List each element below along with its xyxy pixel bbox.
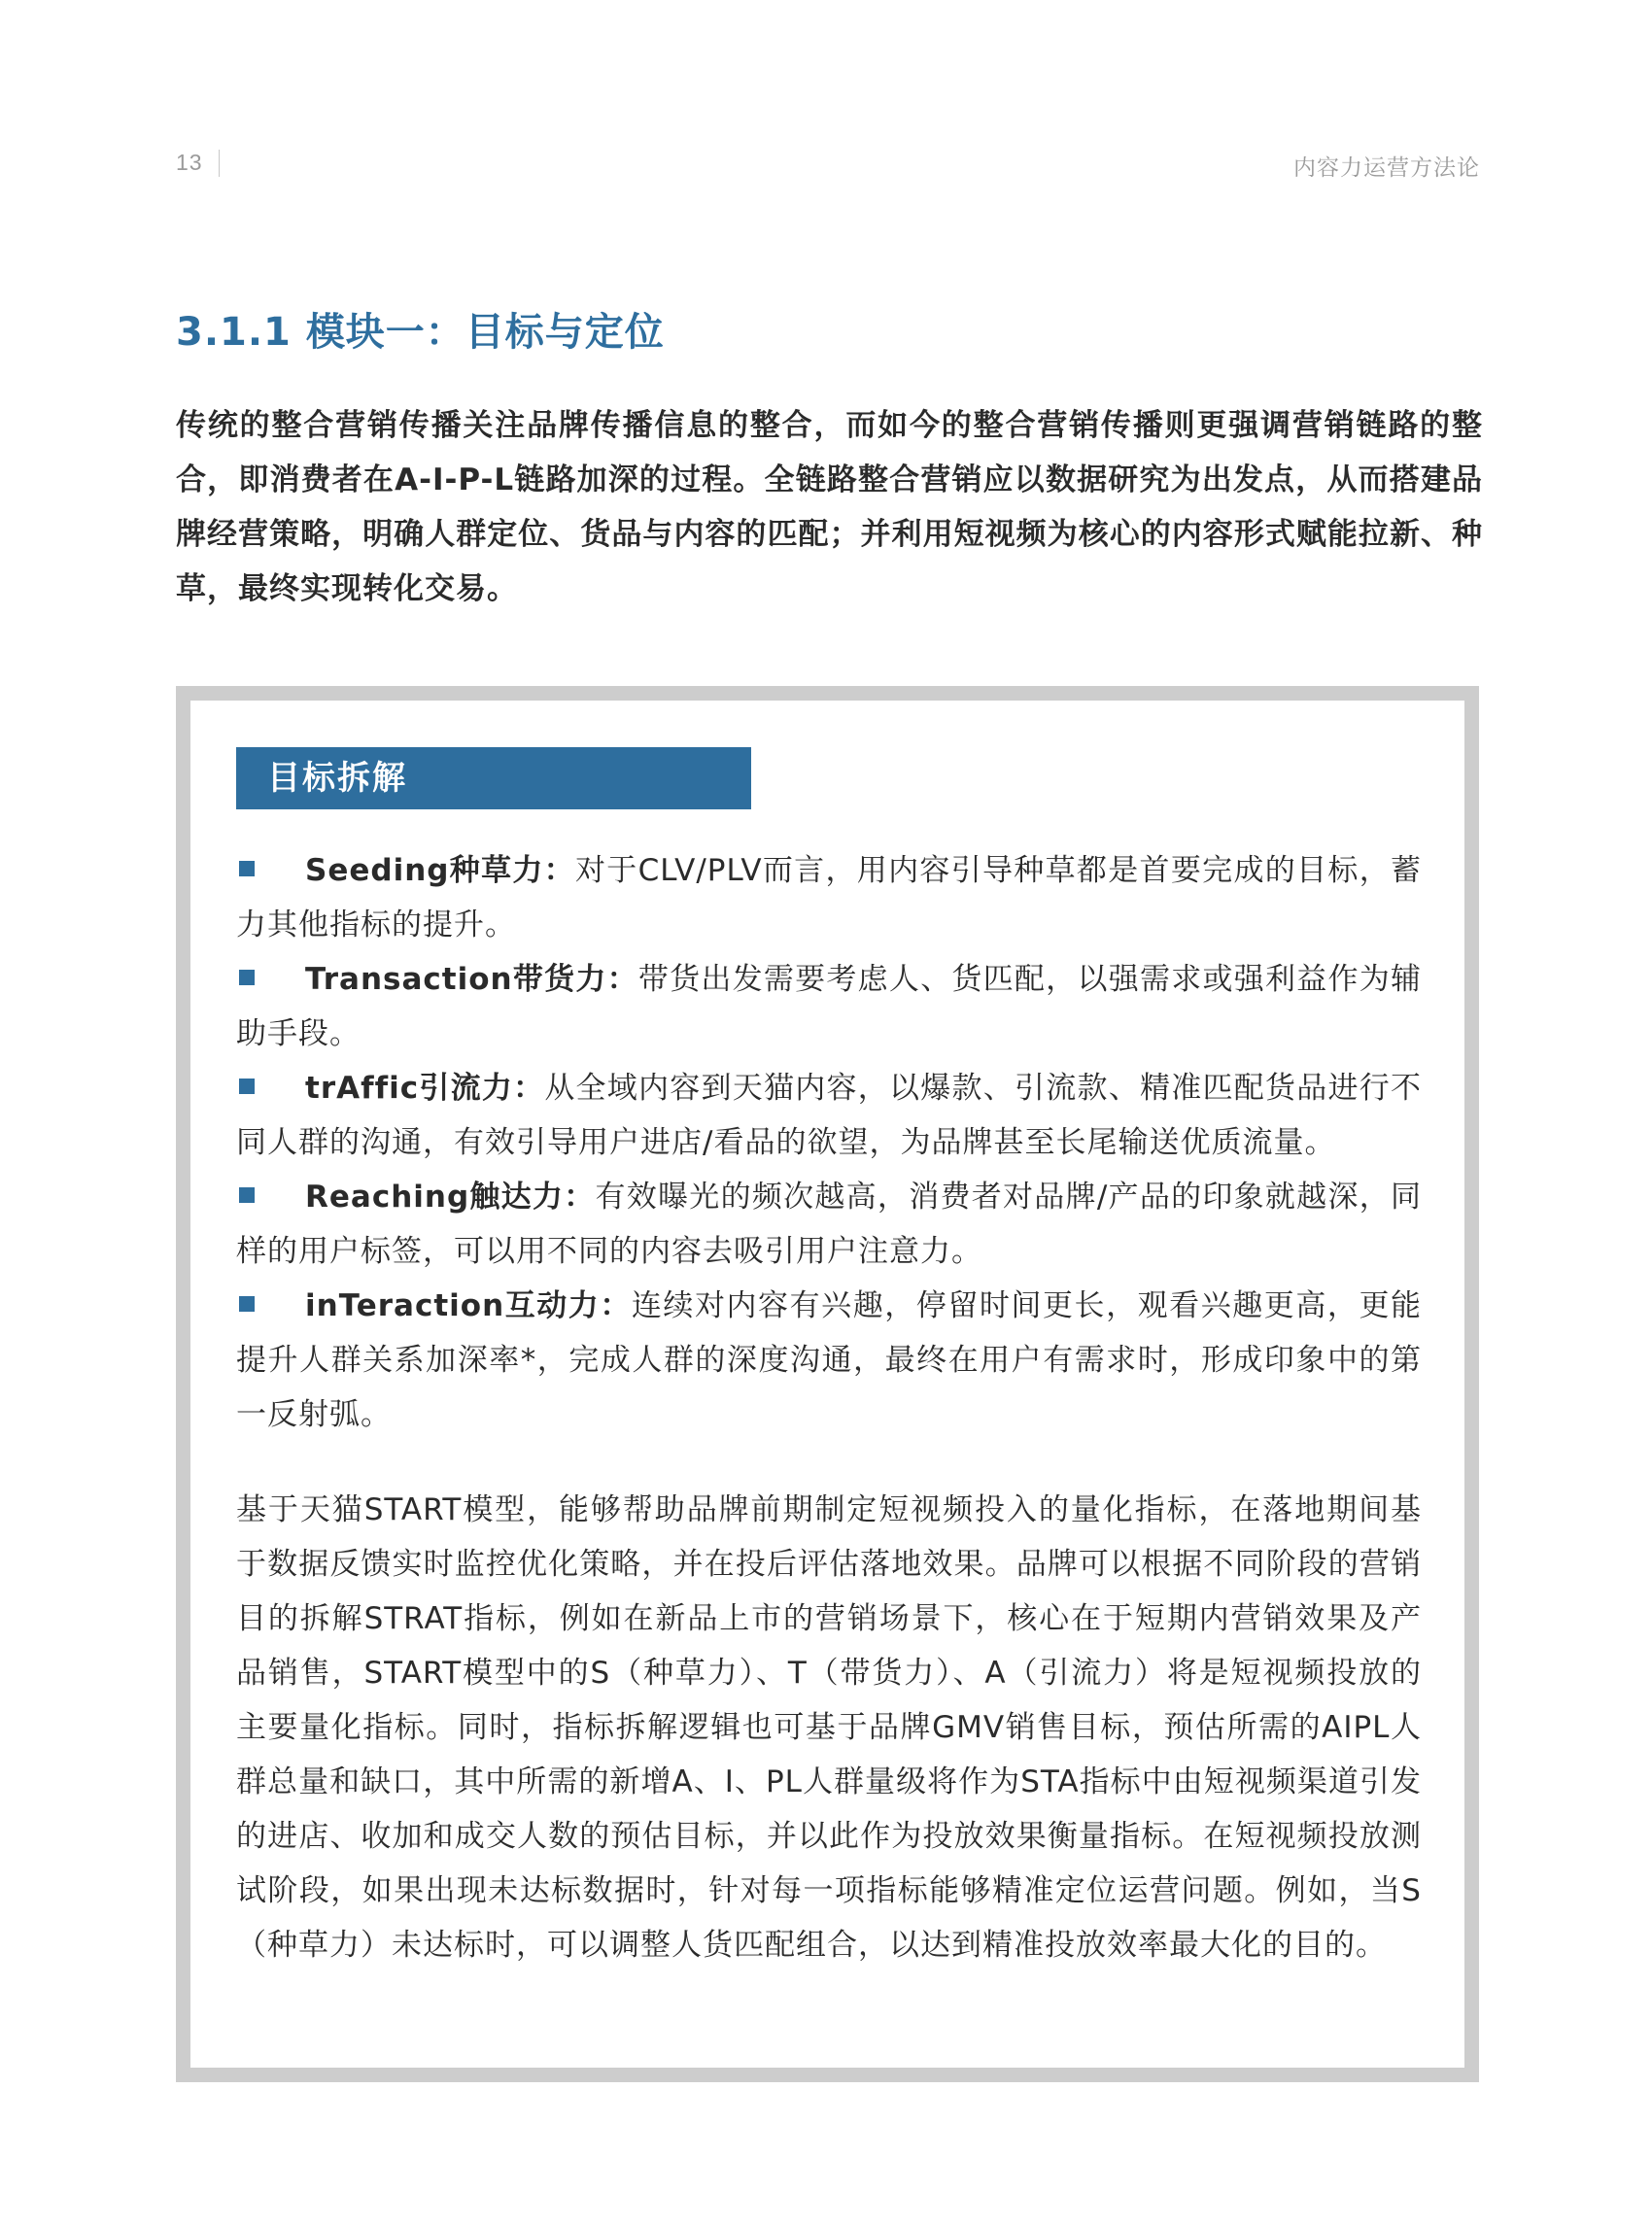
page-number: 13 (176, 150, 203, 175)
square-bullet-icon (239, 861, 255, 876)
bullet-term: Reaching触达力： (305, 1180, 596, 1215)
bullet-item-transaction (236, 952, 1422, 1061)
bullet-term: inTeraction互动力： (305, 1288, 632, 1323)
start-model-paragraph: 基于天猫START模型，能够帮助品牌前期制定短视频投入的量化指标，在落地期间基于数据反馈实时监控优化策略，并在投后评估落地效果。品牌可以根据不同阶段的营销目的拆解STRAT指标，例如在新品上市的营销场景下，核心在于短期内营销效果及产品销售，START模型中的S（种草力）、T（带货力）、A（引流力）将是短视频投放的主要量化指标。同时，指标拆解逻辑也可基于品牌GMV销售目标，预估所需的AIPL人群总量和缺口，其中所需的新增A、I、PL人群量级将作为STA指标中由短视频渠道引发的进店、收加和成交人数的预估目标，并以此作为投放效果衡量指标。在短视频投放测试阶段，如果出现未达标数据时，针对每一项指标能够精准定位运营问题。例如，当S（种草力）未达标时，可以调整人货匹配组合，以达到精准投放效率最大化的目的。 (236, 1492, 1422, 1963)
bullet-text: 连续对内容有兴趣，停留时间更长，观看兴趣更高，更能提升人群关系加深率*，完成人群的深度沟通，最终在用户有需求时，形成印象中的第一反射弧。 (236, 1288, 1422, 1432)
bullet-text: 从全域内容到天猫内容，以爆款、引流款、精准匹配货品进行不同人群的沟通，有效引导用户进店/看品的欲望，为品牌甚至长尾输送优质流量。 (236, 1071, 1422, 1160)
bullet-term: Seeding种草力： (305, 853, 575, 888)
square-bullet-icon (239, 1187, 255, 1203)
bullet-item-reaching (236, 1170, 1422, 1279)
square-bullet-icon (239, 1296, 255, 1312)
bullet-text: 对于CLV/PLV而言，用内容引导种草都是首要完成的目标，蓄力其他指标的提升。 (236, 853, 1422, 942)
section-heading: 3.1.1 模块一：目标与定位 (176, 310, 665, 355)
bullet-item-traffic (236, 1061, 1422, 1170)
bullet-item-interaction (236, 1279, 1422, 1442)
running-title: 内容力运营方法论 (1293, 155, 1480, 181)
bullet-list (236, 843, 1422, 1442)
square-bullet-icon (239, 1079, 255, 1094)
bullet-term: trAffic引流力： (305, 1071, 545, 1106)
intro-paragraph: 传统的整合营销传播关注品牌传播信息的整合，而如今的整合营销传播则更强调营销链路的整合，即消费者在A-I-P-L链路加深的过程。全链路整合营销应以数据研究为出发点，从而搭建品牌经营策略，明确人群定位、货品与内容的匹配；并利用短视频为核心的内容形式赋能拉新、种草，最终实现转化交易。 (176, 408, 1483, 606)
box-label: 目标拆解 (236, 747, 751, 809)
bullet-text: 有效曝光的频次越高，消费者对品牌/产品的印象就越深，同样的用户标签，可以用不同的内容去吸引用户注意力。 (236, 1180, 1422, 1269)
header-divider (219, 150, 220, 177)
square-bullet-icon (239, 970, 255, 985)
bullet-text: 带货出发需要考虑人、货匹配，以强需求或强利益作为辅助手段。 (236, 962, 1422, 1051)
bullet-item-seeding (236, 843, 1422, 952)
bullet-term: Transaction带货力： (305, 962, 638, 997)
